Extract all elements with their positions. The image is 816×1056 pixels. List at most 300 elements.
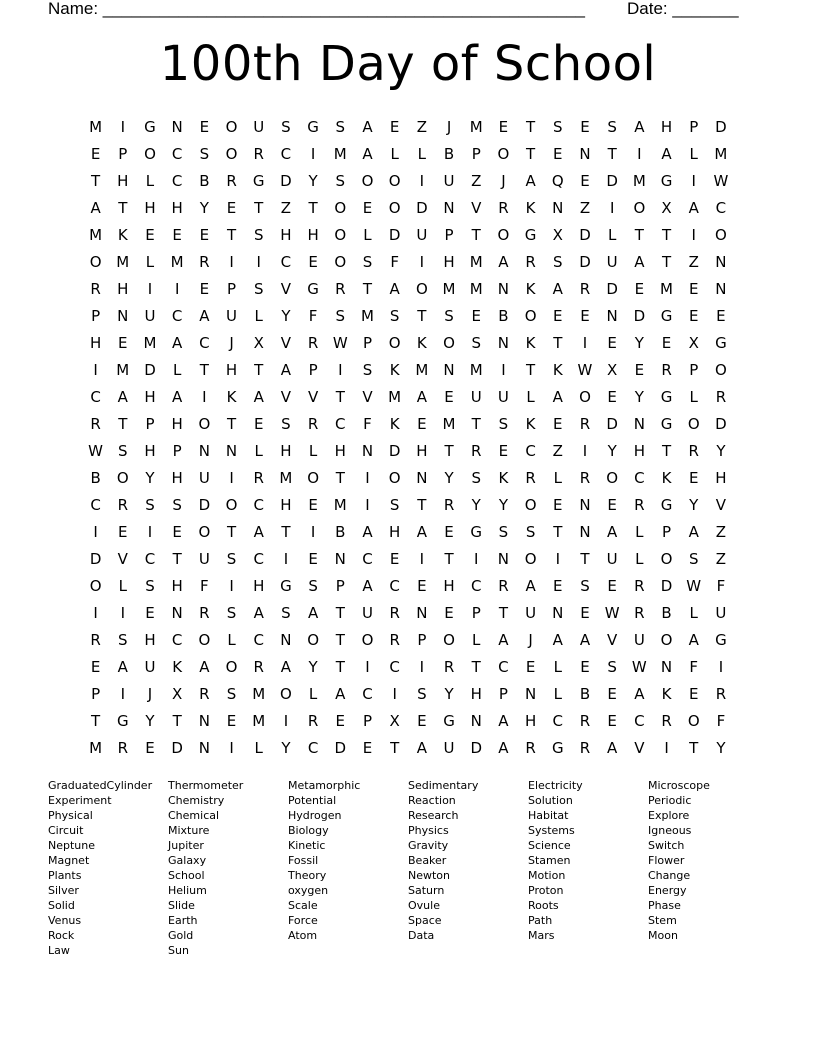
grid-letter: E	[688, 468, 699, 487]
grid-letter: N	[579, 144, 591, 163]
grid-letter: E	[553, 576, 563, 595]
grid-letter: A	[552, 630, 563, 649]
grid-letter: M	[415, 360, 429, 379]
word-list-item: Chemical	[168, 809, 220, 822]
grid-letter: A	[280, 657, 292, 676]
grid-letter: S	[226, 549, 237, 568]
grid-letter: J	[501, 171, 506, 190]
grid-letter: S	[145, 495, 155, 514]
word-list-item: Energy	[648, 884, 687, 897]
grid-letter: W	[713, 171, 729, 190]
grid-letter: A	[253, 522, 264, 541]
grid-letter: I	[637, 144, 642, 163]
grid-letter: L	[172, 360, 182, 379]
grid-letter: T	[661, 225, 672, 244]
grid-letter: G	[252, 171, 265, 190]
grid-letter: V	[715, 495, 727, 514]
grid-letter: G	[443, 711, 455, 730]
grid-letter: T	[661, 252, 672, 271]
grid-letter: T	[91, 711, 101, 730]
grid-letter: I	[582, 333, 588, 352]
grid-letter: H	[117, 279, 129, 298]
grid-letter: R	[661, 711, 672, 730]
grid-letter: L	[308, 684, 318, 703]
word-list-item: Earth	[168, 914, 198, 927]
word-list-item: Stem	[648, 914, 677, 927]
grid-letter: O	[388, 333, 401, 352]
grid-letter: I	[93, 360, 98, 379]
grid-letter: M	[660, 279, 673, 298]
grid-letter: T	[91, 171, 101, 190]
word-list-item: Rock	[48, 929, 75, 942]
grid-letter: R	[307, 414, 319, 433]
grid-letter: H	[715, 468, 727, 487]
word-list-item: Scale	[288, 899, 318, 912]
grid-letter: A	[634, 117, 645, 136]
grid-letter: K	[226, 387, 237, 406]
grid-letter: X	[688, 333, 699, 352]
grid-letter: T	[335, 468, 345, 487]
grid-letter: A	[688, 630, 699, 649]
grid-letter: P	[471, 603, 481, 622]
word-list-item: Circuit	[48, 824, 84, 837]
grid-letter: N	[443, 360, 455, 379]
grid-letter: R	[579, 279, 591, 298]
grid-row	[82, 194, 742, 221]
grid-letter: H	[443, 576, 455, 595]
word-list-item: Research	[408, 809, 459, 822]
grid-letter: A	[90, 198, 101, 217]
grid-letter: D	[416, 198, 428, 217]
grid-letter: S	[281, 117, 291, 136]
grid-letter: R	[253, 657, 264, 676]
grid-letter: T	[390, 738, 400, 757]
grid-letter: N	[198, 738, 210, 757]
grid-letter: P	[227, 279, 237, 298]
grid-letter: G	[307, 279, 319, 298]
grid-letter: K	[661, 468, 672, 487]
grid-letter: I	[310, 522, 316, 541]
grid-letter: I	[283, 711, 289, 730]
grid-letter: U	[198, 468, 210, 487]
grid-letter: R	[253, 468, 264, 487]
grid-letter: A	[688, 198, 699, 217]
grid-letter: D	[579, 252, 591, 271]
grid-letter: T	[526, 360, 536, 379]
grid-letter: I	[691, 171, 696, 190]
grid-letter: P	[689, 360, 699, 379]
grid-letter: R	[443, 657, 455, 676]
grid-letter: E	[525, 657, 536, 676]
word-list-item: Moon	[648, 929, 678, 942]
word-list-item: Physics	[408, 824, 449, 837]
grid-letter: O	[715, 225, 727, 244]
grid-letter: M	[469, 117, 483, 136]
word-list-item: Stamen	[528, 854, 571, 867]
grid-letter: H	[144, 630, 156, 649]
grid-letter: C	[552, 711, 564, 730]
grid-letter: E	[580, 603, 590, 622]
grid-letter: E	[607, 684, 617, 703]
grid-letter: R	[525, 252, 536, 271]
grid-letter: D	[715, 414, 727, 433]
grid-letter: T	[417, 306, 427, 325]
letter-grid	[82, 113, 742, 761]
grid-letter: C	[389, 657, 400, 676]
grid-letter: V	[280, 279, 292, 298]
grid-letter: O	[443, 630, 455, 649]
grid-letter: T	[199, 360, 209, 379]
grid-letter: O	[388, 198, 401, 217]
grid-letter: Z	[471, 171, 482, 190]
grid-letter: I	[419, 171, 425, 190]
grid-letter: P	[91, 684, 101, 703]
grid-letter: C	[362, 684, 373, 703]
grid-letter: C	[280, 252, 292, 271]
grid-letter: U	[144, 306, 156, 325]
grid-letter: A	[172, 387, 183, 406]
grid-letter: H	[171, 468, 183, 487]
grid-letter: H	[117, 171, 129, 190]
grid-letter: W	[332, 333, 348, 352]
grid-letter: R	[253, 144, 264, 163]
grid-letter: S	[553, 117, 563, 136]
grid-letter: H	[144, 441, 156, 460]
grid-letter: H	[334, 441, 346, 460]
grid-letter: O	[361, 630, 374, 649]
word-list-item: Igneous	[648, 824, 692, 837]
word-list-item: Biology	[288, 824, 329, 837]
grid-letter: V	[307, 387, 319, 406]
grid-row	[82, 707, 742, 734]
grid-letter: F	[390, 252, 399, 271]
grid-letter: I	[120, 684, 125, 703]
grid-letter: Z	[715, 522, 727, 541]
grid-letter: Y	[716, 441, 726, 460]
grid-letter: U	[253, 117, 265, 136]
grid-letter: I	[229, 252, 234, 271]
grid-row	[82, 545, 742, 572]
grid-letter: R	[471, 441, 482, 460]
grid-letter: N	[497, 333, 510, 352]
grid-letter: E	[90, 657, 101, 676]
grid-letter: R	[307, 333, 319, 352]
grid-letter: S	[607, 117, 617, 136]
grid-letter: X	[253, 333, 264, 352]
grid-letter: L	[689, 387, 698, 406]
grid-letter: D	[633, 306, 646, 325]
word-list-item: Path	[528, 914, 553, 927]
grid-letter: U	[470, 387, 482, 406]
grid-letter: Y	[308, 171, 318, 190]
grid-letter: D	[579, 225, 591, 244]
grid-letter: E	[553, 306, 563, 325]
grid-letter: T	[417, 495, 427, 514]
grid-letter: R	[117, 738, 128, 757]
grid-letter: W	[577, 360, 593, 379]
grid-row	[82, 140, 742, 167]
grid-letter: U	[226, 306, 238, 325]
grid-letter: A	[199, 306, 210, 325]
grid-letter: F	[200, 576, 209, 595]
grid-letter: U	[633, 630, 645, 649]
grid-letter: E	[444, 603, 454, 622]
grid-row	[82, 680, 742, 707]
grid-letter: O	[443, 333, 455, 352]
grid-letter: E	[172, 522, 182, 541]
grid-letter: M	[442, 279, 456, 298]
grid-letter: H	[144, 387, 156, 406]
word-list-item: Solid	[48, 899, 75, 912]
grid-letter: J	[147, 684, 153, 703]
grid-letter: D	[144, 360, 156, 379]
grid-letter: G	[660, 495, 673, 514]
grid-letter: I	[147, 279, 153, 298]
grid-letter: E	[607, 711, 617, 730]
grid-letter: L	[635, 522, 644, 541]
grid-letter: R	[90, 630, 101, 649]
grid-letter: A	[117, 657, 128, 676]
grid-letter: U	[443, 738, 455, 757]
grid-letter: A	[607, 522, 618, 541]
grid-letter: K	[661, 684, 672, 703]
grid-letter: O	[687, 711, 700, 730]
grid-letter: K	[525, 198, 536, 217]
grid-letter: K	[552, 360, 563, 379]
grid-letter: R	[117, 495, 128, 514]
grid-letter: W	[88, 441, 104, 460]
grid-letter: M	[279, 468, 293, 487]
grid-letter: U	[715, 603, 727, 622]
grid-letter: T	[118, 198, 128, 217]
grid-row	[82, 275, 742, 302]
grid-letter: E	[688, 279, 699, 298]
grid-letter: N	[416, 603, 428, 622]
grid-letter: T	[634, 225, 644, 244]
grid-letter: E	[308, 252, 318, 271]
grid-letter: G	[660, 387, 673, 406]
grid-letter: T	[526, 144, 536, 163]
word-list-item: Explore	[648, 809, 690, 822]
grid-letter: E	[716, 306, 726, 325]
grid-letter: E	[308, 549, 318, 568]
grid-letter: H	[280, 495, 292, 514]
grid-letter: C	[634, 468, 645, 487]
grid-letter: C	[715, 198, 727, 217]
grid-letter: L	[254, 738, 263, 757]
grid-letter: A	[688, 522, 699, 541]
header	[48, 0, 748, 22]
grid-letter: I	[365, 657, 370, 676]
grid-letter: T	[580, 549, 590, 568]
grid-letter: S	[253, 225, 264, 244]
grid-letter: K	[117, 225, 128, 244]
word-list-item: Law	[48, 944, 70, 957]
grid-letter: E	[553, 414, 563, 433]
grid-letter: A	[498, 738, 509, 757]
grid-letter: A	[525, 576, 536, 595]
grid-letter: R	[661, 360, 672, 379]
grid-letter: I	[174, 279, 180, 298]
grid-letter: S	[389, 306, 400, 325]
word-list-item: Metamorphic	[288, 779, 361, 792]
grid-letter: T	[471, 657, 481, 676]
grid-letter: R	[226, 171, 237, 190]
grid-letter: V	[117, 549, 128, 568]
grid-letter: E	[607, 495, 617, 514]
grid-letter: C	[253, 495, 264, 514]
grid-letter: I	[691, 225, 696, 244]
grid-letter: A	[253, 603, 264, 622]
word-list-item: School	[168, 869, 205, 882]
grid-letter: R	[307, 711, 319, 730]
grid-letter: O	[198, 522, 211, 541]
grid-letter: E	[389, 549, 400, 568]
grid-row	[82, 734, 742, 761]
grid-letter: H	[307, 225, 319, 244]
grid-letter: O	[116, 468, 129, 487]
grid-letter: E	[362, 738, 373, 757]
word-list-item: Space	[408, 914, 442, 927]
grid-letter: L	[553, 684, 562, 703]
grid-letter: O	[307, 468, 319, 487]
grid-letter: E	[145, 738, 155, 757]
grid-letter: D	[280, 171, 292, 190]
grid-letter: S	[688, 549, 699, 568]
grid-letter: S	[335, 171, 346, 190]
grid-letter: M	[116, 252, 130, 271]
word-list-item: Ovule	[408, 899, 440, 912]
grid-letter: H	[660, 117, 673, 136]
grid-letter: K	[416, 333, 427, 352]
grid-letter: P	[498, 684, 508, 703]
grid-letter: S	[172, 495, 182, 514]
grid-letter: I	[609, 198, 615, 217]
grid-letter: I	[474, 549, 479, 568]
word-list-item: Habitat	[528, 809, 569, 822]
grid-letter: N	[524, 684, 537, 703]
grid-letter: K	[525, 279, 536, 298]
grid-letter: Y	[634, 387, 644, 406]
grid-letter: H	[171, 576, 183, 595]
word-list-item: oxygen	[288, 884, 329, 897]
grid-letter: A	[416, 738, 427, 757]
grid-letter: E	[553, 144, 563, 163]
grid-letter: K	[389, 360, 400, 379]
grid-letter: S	[580, 576, 590, 595]
grid-letter: E	[417, 414, 427, 433]
grid-letter: T	[553, 522, 563, 541]
grid-letter: H	[144, 198, 156, 217]
grid-letter: T	[335, 630, 345, 649]
grid-letter: U	[144, 657, 156, 676]
grid-letter: T	[526, 117, 536, 136]
word-list-item: Galaxy	[168, 854, 207, 867]
word-list-item: Roots	[528, 899, 559, 912]
grid-letter: H	[389, 522, 401, 541]
grid-letter: V	[280, 333, 292, 352]
grid-letter: N	[497, 279, 510, 298]
grid-row	[82, 248, 742, 275]
grid-letter: E	[580, 306, 590, 325]
grid-letter: S	[118, 630, 128, 649]
grid-row	[82, 167, 742, 194]
grid-letter: N	[579, 522, 591, 541]
grid-letter: M	[252, 684, 266, 703]
word-list-item: Mars	[528, 929, 555, 942]
grid-letter: A	[362, 144, 373, 163]
word-list-item: Systems	[528, 824, 575, 837]
grid-letter: B	[335, 522, 346, 541]
grid-letter: O	[334, 225, 347, 244]
grid-letter: N	[361, 441, 374, 460]
grid-letter: K	[498, 468, 509, 487]
word-list-item: Slide	[168, 899, 195, 912]
grid-letter: A	[525, 171, 536, 190]
grid-letter: Y	[281, 738, 291, 757]
grid-letter: I	[392, 684, 397, 703]
grid-letter: U	[443, 171, 455, 190]
grid-letter: S	[199, 144, 210, 163]
word-list-item: Solution	[528, 794, 573, 807]
grid-letter: L	[145, 252, 155, 271]
grid-letter: I	[229, 738, 234, 757]
word-list-item: Gold	[168, 929, 194, 942]
grid-letter: J	[446, 117, 452, 136]
grid-letter: O	[579, 387, 591, 406]
grid-letter: T	[444, 549, 454, 568]
grid-letter: E	[688, 684, 699, 703]
grid-letter: U	[416, 225, 428, 244]
grid-letter: O	[715, 360, 727, 379]
grid-letter: G	[307, 117, 319, 136]
grid-letter: Z	[715, 549, 727, 568]
grid-letter: I	[419, 252, 425, 271]
grid-letter: I	[147, 522, 153, 541]
grid-letter: G	[116, 711, 129, 730]
grid-letter: N	[606, 306, 618, 325]
grid-letter: N	[633, 414, 645, 433]
word-list-item: Neptune	[48, 839, 96, 852]
grid-letter: R	[199, 684, 210, 703]
grid-letter: D	[198, 495, 211, 514]
grid-letter: R	[715, 387, 727, 406]
grid-letter: A	[172, 333, 183, 352]
grid-letter: Z	[688, 252, 699, 271]
grid-letter: E	[172, 225, 182, 244]
grid-letter: O	[144, 144, 156, 163]
grid-letter: E	[118, 522, 128, 541]
grid-letter: V	[280, 387, 292, 406]
grid-letter: M	[89, 117, 103, 136]
grid-letter: H	[171, 414, 183, 433]
word-list-item: Beaker	[408, 854, 447, 867]
grid-letter: A	[416, 387, 427, 406]
grid-letter: N	[470, 711, 482, 730]
grid-letter: O	[415, 279, 428, 298]
date-field-line: Date: _______	[627, 0, 739, 18]
grid-letter: U	[361, 603, 373, 622]
word-column	[48, 778, 168, 958]
grid-letter: Z	[416, 117, 427, 136]
grid-letter: Y	[689, 495, 699, 514]
grid-letter: R	[579, 711, 591, 730]
grid-letter: R	[579, 738, 591, 757]
grid-letter: I	[718, 657, 724, 676]
grid-letter: I	[310, 144, 316, 163]
grid-letter: E	[553, 495, 563, 514]
grid-letter: T	[226, 522, 237, 541]
